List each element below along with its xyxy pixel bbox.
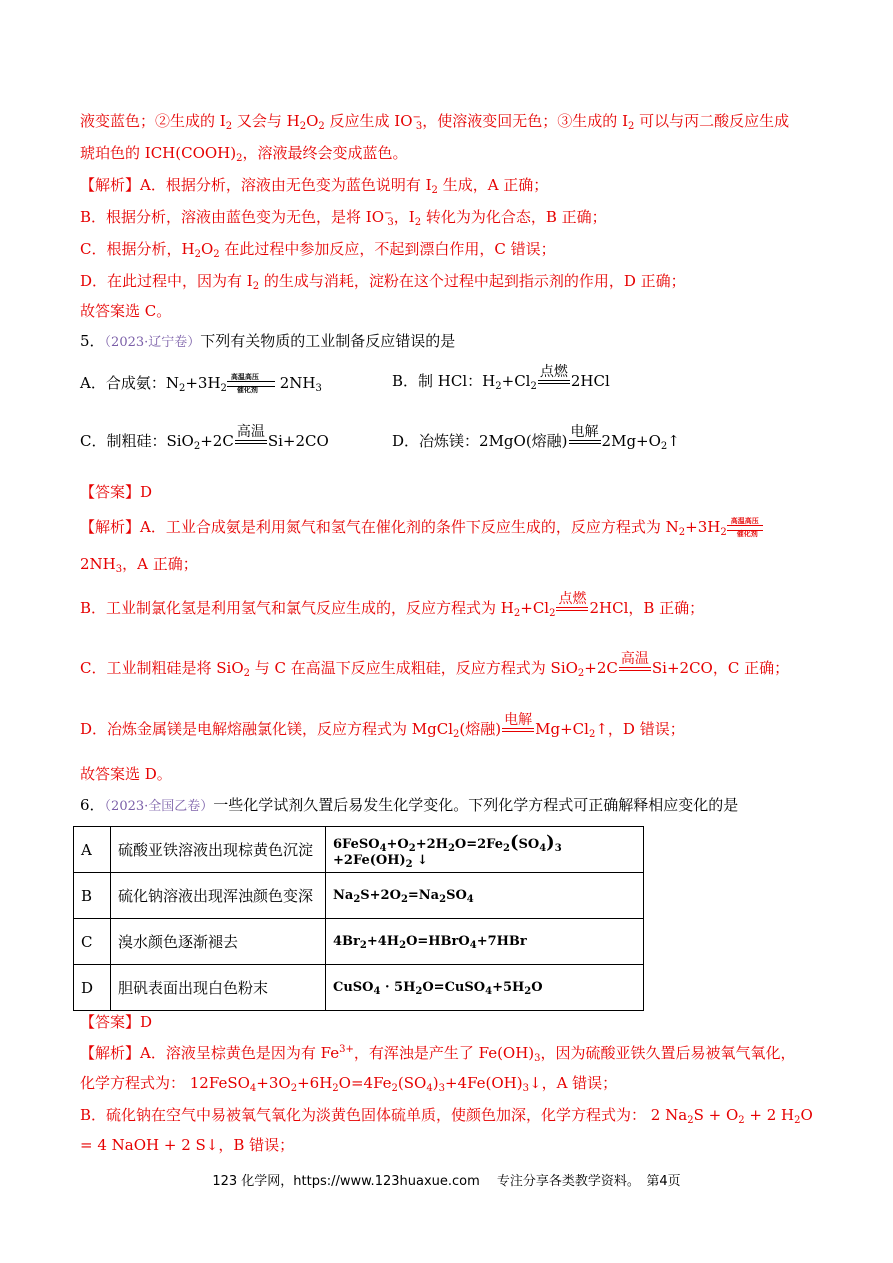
q5-analysis-a: 【解析】A．工业合成氨是利用氮气和氢气在催化剂的条件下反应生成的，反应方程式为 $N_2+3H_2$ 高温高压 催化剂 — [80, 516, 763, 538]
table-row: D 胆矾表面出现白色粉末 CuSO$_4$ · $5H_2O=CuSO_4+5H_2O$ — [74, 965, 644, 1011]
equation-c: $4Br_2+4H_2O=HBrO_4+7HBr$ — [326, 919, 644, 965]
q5-analysis-b: B．工业制氯化氢是利用氢气和氯气反应生成的，反应方程式为 $H_2+Cl_2$ 点燃 2HCl，B 正确； — [80, 591, 705, 619]
q5-analysis-a2: $2NH_3$，A 正确； — [80, 555, 198, 575]
equation-d: CuSO$_4$ · $5H_2O=CuSO_4+5H_2O$ — [326, 965, 644, 1011]
q5-stem: 5．（2023·辽宁卷）下列有关物质的工业制备反应错误的是 — [80, 332, 456, 350]
reversible-arrow-icon: 高温高压 催化剂 — [227, 376, 275, 392]
q6-stem: 6．（2023·全国乙卷）一些化学试剂久置后易发生化学变化。下列化学方程式可正确解释相应变化的是 — [80, 796, 739, 814]
equation-a: $6FeSO_4+O_2+2H_2O=2Fe_2(SO_4)_3 +2Fe(OH)_2$ ↓ — [326, 827, 644, 873]
analysis1-a: 【解析】A．根据分析，溶液由无色变为蓝色说明有 $I_2$ 生成，A 正确； — [80, 176, 549, 196]
page-footer: 123 化学网，https://www.123huaxue.com 专注分享各类教学资料。 第4页 — [212, 1174, 681, 1189]
q5-option-c: C．制粗硅：SiO$_2$+2C 高温 Si+2CO — [80, 424, 329, 452]
analysis1-c: C．根据分析，$H_2O_2$ 在此过程中参加反应，不起到漂白作用，C 错误； — [80, 240, 556, 260]
q6-answer: 【答案】D — [80, 1013, 153, 1031]
reversible-arrow-icon: 高温高压 催化剂 — [727, 520, 763, 536]
para1-line1: 液变蓝色；②生成的 $I_2$ 又会与 $H_2O_2$ 反应生成 $IO^-_3$，使溶液变回无色；③生成的 $I_2$ 可以与丙二酸反应生成 — [80, 112, 790, 132]
analysis1-final: 故答案选 C。 — [80, 302, 172, 320]
q6-analysis-a: 【解析】A．溶液呈棕黄色是因为有 $Fe^{3+}$，有浑浊是产生了 $Fe(OH)_3$，因为硫酸亚铁久置后易被氧气氧化， — [80, 1044, 796, 1064]
q5-final: 故答案选 D。 — [80, 765, 172, 783]
q5-analysis-c: C．工业制粗硅是将 SiO$_2$ 与 C 在高温下反应生成粗硅，反应方程式为 SiO$_2$+2C 高温 Si+2CO，C 正确； — [80, 651, 790, 679]
q5-analysis-d: D．冶炼金属镁是电解熔融氯化镁，反应方程式为 MgCl$_2$(熔融) 电解 $Mg+Cl_2↑$，D 错误； — [80, 712, 685, 740]
q6-options-table — [73, 826, 644, 1011]
q5-option-a: A．合成氨：$N_2+3H_2$ 高温高压 催化剂 $2NH_3$ — [80, 373, 322, 394]
equation-b: $Na_2S+2O_2=Na_2SO_4$ — [326, 873, 644, 919]
analysis1-d: D．在此过程中，因为有 $I_2$ 的生成与消耗，淀粉在这个过程中起到指示剂的作用，D 正确； — [80, 272, 686, 292]
para1-line2: 琥珀色的 $ICH(COOH)_2$，溶液最终会变成蓝色。 — [80, 144, 408, 164]
analysis1-b: B．根据分析，溶液由蓝色变为无色，是将 $IO^-_3$，$I_2$ 转化为为化合态，B 正确； — [80, 208, 607, 228]
q5-option-d: D．冶炼镁：2MgO(熔融) 电解 $2Mg+O_2↑$ — [392, 424, 680, 452]
table-row: B 硫化钠溶液出现浑浊颜色变深 $Na_2S+2O_2=Na_2SO_4$ — [74, 873, 644, 919]
table-row: A 硫酸亚铁溶液出现棕黄色沉淀 $6FeSO_4+O_2+2H_2O=2Fe_2(SO_4)_3 +2Fe(OH)_2$ ↓ — [74, 827, 644, 873]
q6-analysis-b2: = 4 NaOH + 2 S↓，B 错误； — [80, 1136, 295, 1154]
q6-analysis-b: B．硫化钠在空气中易被氧气氧化为淡黄色固体硫单质，使颜色加深，化学方程式为： 2 $Na_2S + O_2 + 2$ $H_2O$ — [80, 1106, 813, 1126]
q5-option-b: B．制 HCl：$H_2+Cl_2$ 点燃 2HCl — [392, 364, 610, 392]
q5-answer: 【答案】D — [80, 483, 153, 501]
table-row: C 溴水颜色逐渐褪去 $4Br_2+4H_2O=HBrO_4+7HBr$ — [74, 919, 644, 965]
q6-analysis-a2: 化学方程式为： $12FeSO_4+3O_2+6H_2O=4Fe_2(SO_4)_3+4Fe(OH)_3↓$，A 错误； — [80, 1074, 618, 1094]
